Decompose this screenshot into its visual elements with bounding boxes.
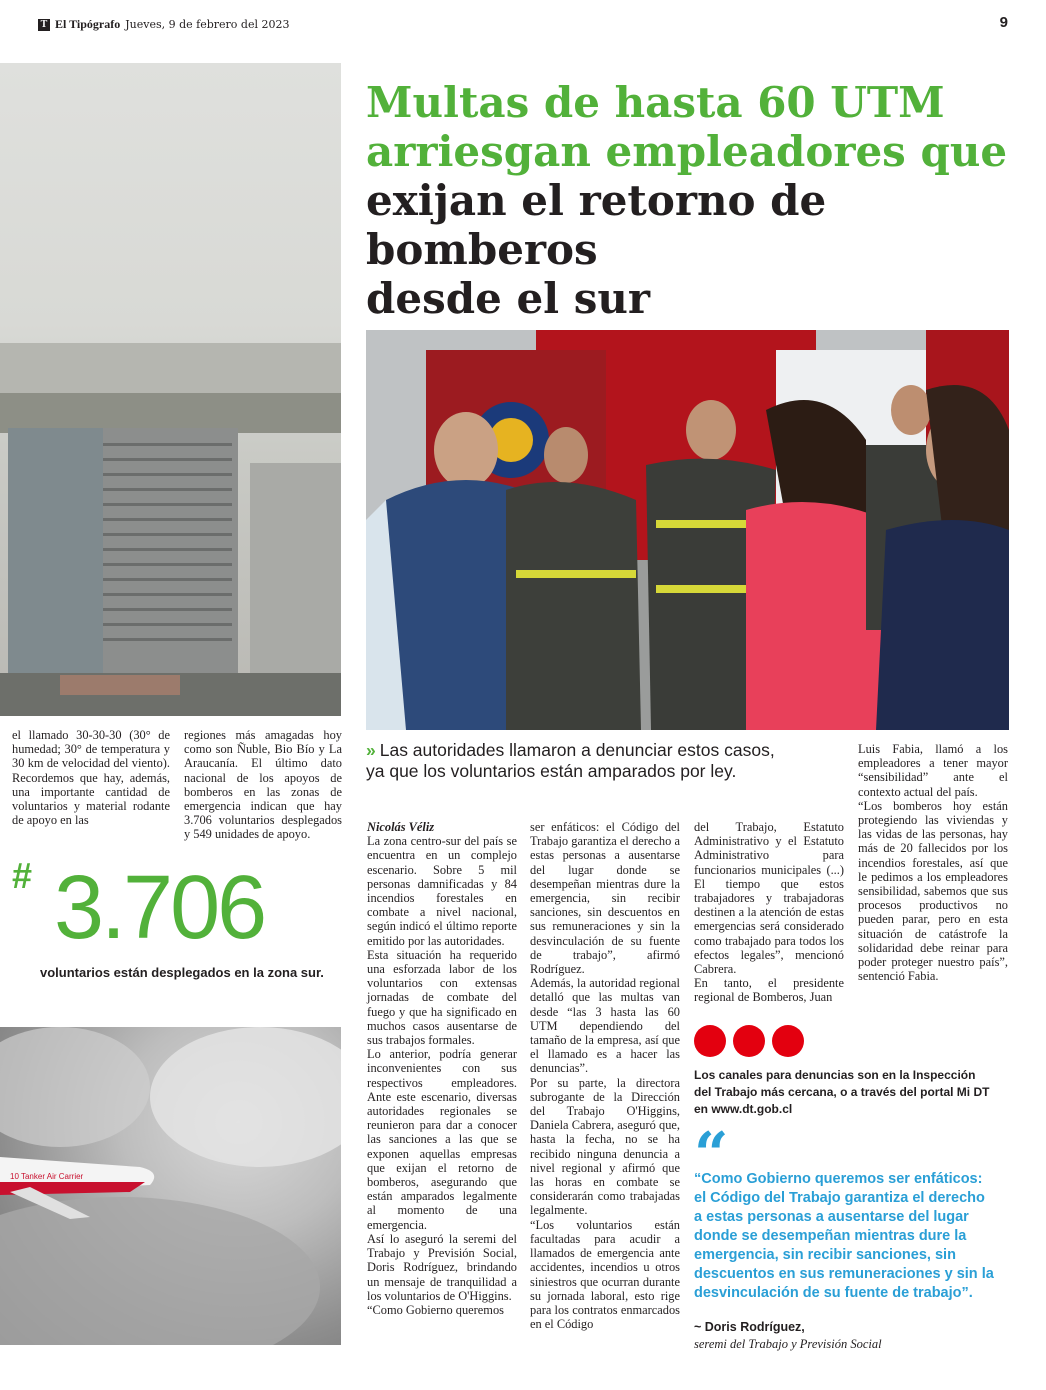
complaint-channels-note: Los canales para denuncias son en la Inspección del Trabajo más cercana, o a través del portal Mi DT en www.dt.gob.cl (694, 1068, 990, 1116)
left-column-2 (184, 728, 342, 842)
pull-quote: “Como Gobierno queremos ser enfáticos: el Código del Trabajo garantiza el derecho a estas personas a ausentarse del lugar donde se desempeñan mientras dure la emergencia, sin recibir sanciones, sin descuentos en sus remuneraciones y sin la desvinculación de su fuente de trabajo”. (694, 1171, 994, 1301)
publication-logo-icon: T (38, 19, 50, 31)
headline-line-4: desde el sur (366, 274, 651, 323)
stat-label: voluntarios están desplegados en la zona sur. (40, 965, 324, 980)
headline-line-2: arriesgan empleadores que (366, 127, 1008, 176)
city-illustration (0, 63, 341, 716)
article-paragraph: “Como Gobierno queremos (367, 1302, 504, 1317)
left-column-1-text: el llamado 30-30-30 (30° de humedad; 30° de temperatura y 30 km de velocidad del viento). Recordemos que hay, además, una importante cantidad de voluntarios y material rodante de apoyo en las (12, 728, 170, 828)
left-column-1 (12, 728, 170, 827)
article-paragraph: “Los voluntarios están facultadas para acudir a llamados de emergencia ante accidentes, incendios u otros siniestros que ocurran durante su jornada laboral, esto rige para los contratos enmarcados en el Código (530, 1217, 680, 1332)
article-paragraph: En tanto, el presidente regional de Bomberos, Juan (694, 976, 844, 1005)
article-paragraph: Luis Fabia, llamó a los empleadores a tener mayor “sensibilidad” ante el contexto actual del país. (858, 742, 1008, 799)
stat-number: 3.706 (54, 858, 265, 958)
hash-icon: # (12, 855, 33, 896)
firefighters-press-photo (366, 330, 1009, 730)
article-column-1 (367, 820, 517, 1317)
article-column-4 (858, 742, 1008, 983)
red-dot-icon (733, 1025, 765, 1057)
article-paragraph: ser enfáticos: el Código del Trabajo garantiza el derecho a estas personas a ausentarse del lugar donde se desempeñan mientras dure la emergencia, sin recibir sanciones, sin descuentos en sus remuneraciones y sin la desvinculación de su fuente de trabajo”, afirmó Rodríguez. (530, 820, 680, 977)
article-column-2 (530, 820, 680, 1331)
page-number: 9 (999, 14, 1008, 31)
article-paragraph: “Los bomberos hoy están protegiendo las viviendas y las vidas de las personas, hay más de 20 fallecidos por los incendios forestales, así que le pedimos a los empleadores sensibilidad, sabemos que sus procesos productivos no pueden parar, pero en esta situación de catástrofe la solidaridad debe reinar para poder proteger nuestro país”, sentenció Fabia. (858, 798, 1008, 984)
caption-text: Las autoridades llamaron a denunciar estos casos, ya que los voluntarios están amparados por ley. (366, 740, 775, 781)
left-column-2-text: regiones más amagadas hoy como son Ñuble, Bio Bío y La Araucanía. El último dato nacional de los apoyos de bomberos en las zonas de emergencia indican que hay 3.706 voluntarios desplegados y 549 unidades de apoyo. (184, 728, 342, 842)
headline-line-3: exijan el retorno de bomberos (366, 176, 827, 274)
headline-line-1: Multas de hasta 60 UTM (366, 78, 945, 127)
article-paragraph: Por su parte, la directora subrogante de la Dirección del Trabajo O'Higgins, Daniela Cabrera, aseguró que, hasta la fecha, no se ha recibido ninguna denuncia a nivel regional y afirmó que las horas en combate se considerarán como trabajadas legalmente. (530, 1075, 680, 1218)
smog-city-photo (0, 63, 341, 716)
article-paragraph: Lo anterior, podría generar inconvenientes con sus respectivos empleadores. Ante este escenario, diversas autoridades regionales se reunieron para dar a conocer las sanciones a las que se exponen aquellas empresas que exijan el retorno de bomberos, asegurando que están amparados legalmente al momento de una emergencia. (367, 1047, 517, 1232)
red-dot-icon (772, 1025, 804, 1057)
article-column-3 (694, 820, 844, 1005)
quote-author-role: seremi del Trabajo y Previsión Social (694, 1337, 882, 1351)
quote-mark-icon: “ (694, 1120, 729, 1190)
caption-chevron-icon: » (366, 740, 376, 760)
plane-livery-text: 10 Tanker Air Carrier (10, 1172, 84, 1181)
red-dot-icon (694, 1025, 726, 1057)
page-header (38, 17, 290, 32)
publication-name: El Tipógrafo (55, 17, 121, 31)
press-conference-illustration (366, 330, 1009, 730)
article-paragraph: del Trabajo, Estatuto Administrativo y el Estatuto Administrativo para funcionarios municipales (...) El tiempo que estos trabajadores y trabajadoras destinen a la atención de estas emergencias será considerado como trabajado para todos los efectos legales”, mencionó Cabrera. (694, 820, 844, 977)
article-paragraph: Además, la autoridad regional detalló que las multas van desde “las 3 hasta las 60 UTM dependiendo del tamaño de la empresa, así que el llamado es a hacer las denuncias”. (530, 976, 680, 1076)
quote-author: ~ Doris Rodríguez, (694, 1320, 805, 1334)
photo-caption (366, 740, 796, 782)
article-headline (366, 78, 1026, 323)
article-paragraph: La zona centro-sur del país se encuentra en un complejo escenario. Sobre 5 mil personas damnificadas y 84 incendios forestales en combate a nivel nacional, según indicó el último reporte emitido por las autoridades. (367, 834, 517, 948)
article-paragraph: Así lo aseguró la seremi del Trabajo y Previsión Social, Doris Rodríguez, brindando un mensaje de tranquilidad a los voluntarios de O'Higgins. (367, 1231, 517, 1303)
article-paragraph: Esta situación ha requerido una esforzada labor de los voluntarios con extensas jornadas de combate del fuego y que ha significado en muchos casos ausentarse de sus trabajos formales. (367, 947, 517, 1048)
air-tanker-illustration (0, 1027, 341, 1345)
article-byline: Nicolás Véliz (367, 820, 435, 834)
issue-date: Jueves, 9 de febrero del 2023 (125, 18, 290, 31)
air-tanker-photo (0, 1027, 341, 1345)
